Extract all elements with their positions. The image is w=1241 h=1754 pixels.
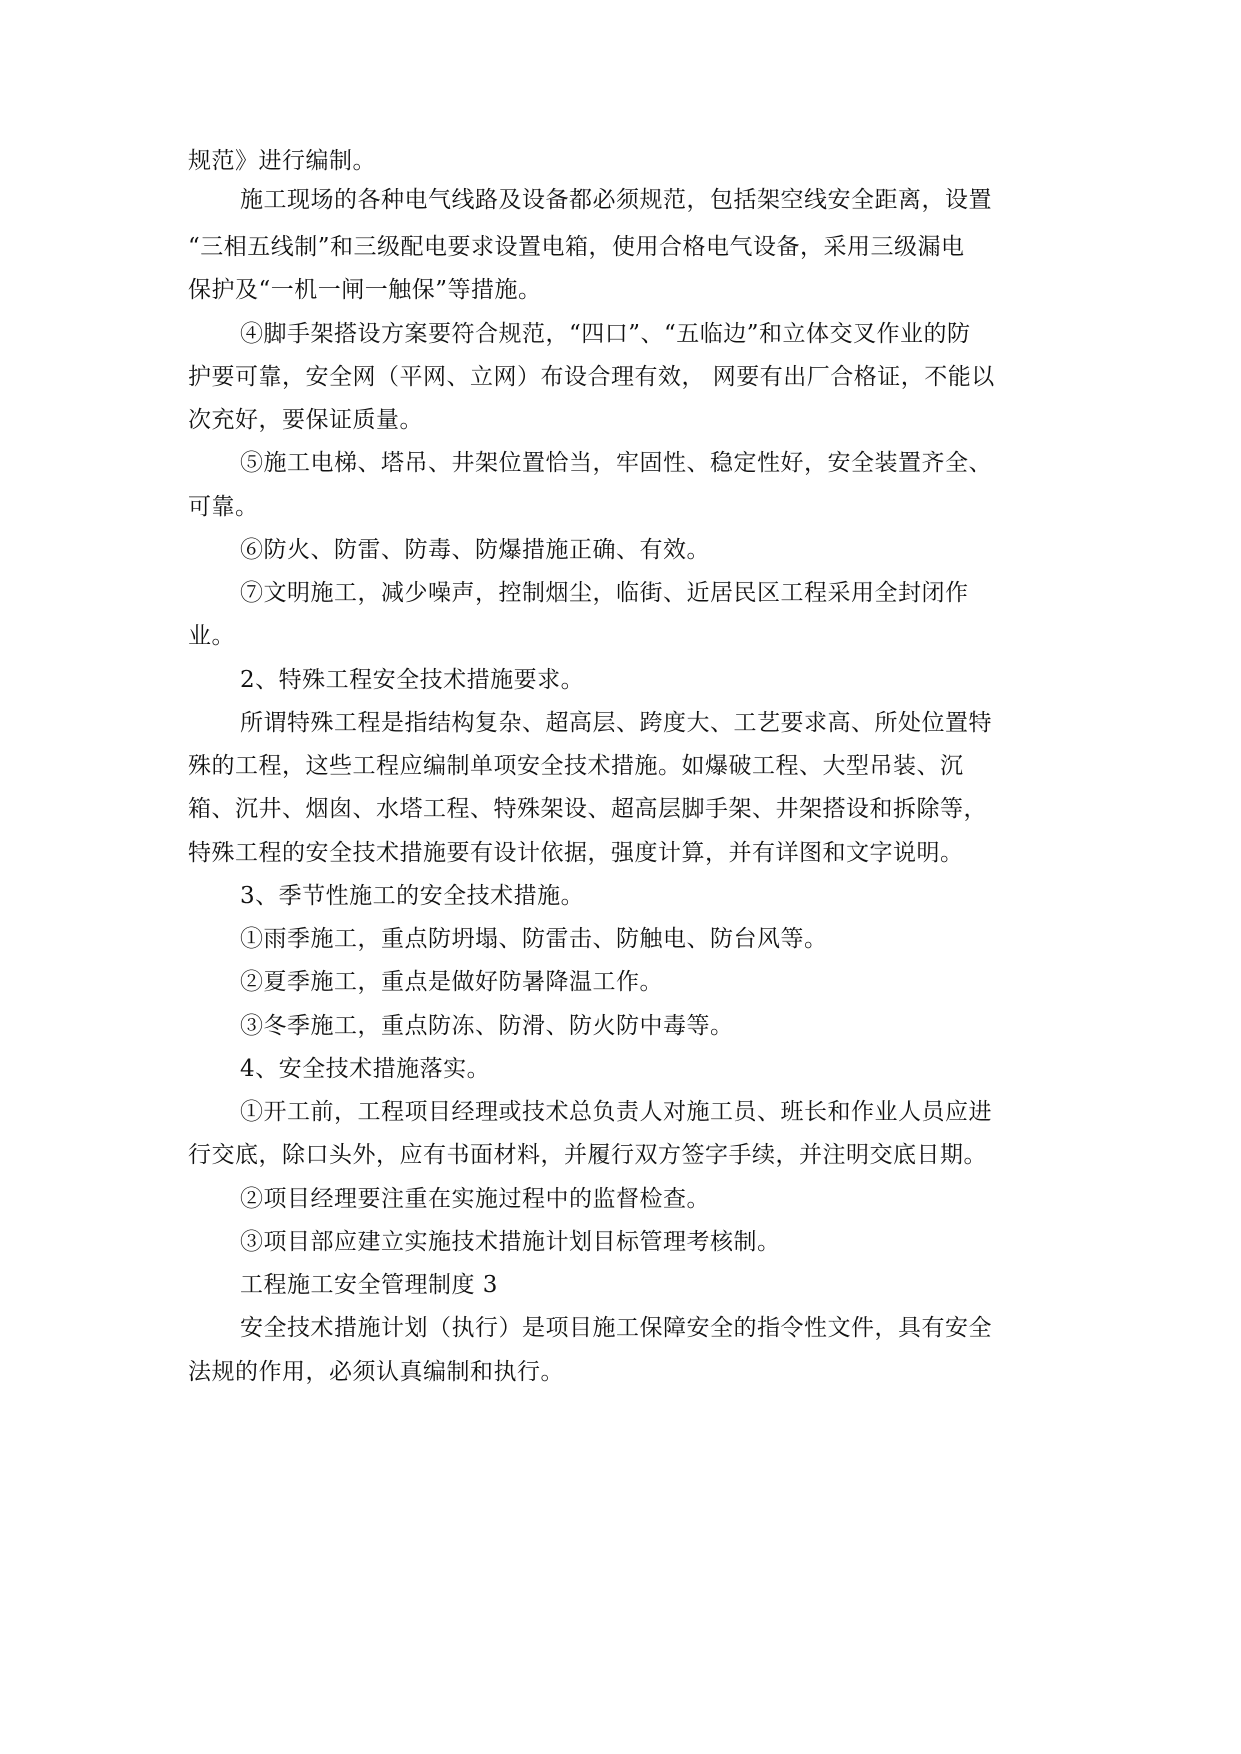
section-heading: 3、季节性施工的安全技术措施。: [240, 883, 585, 909]
text-line: ⑥防火、防雷、防毒、防爆措施正确、有效。: [240, 537, 710, 563]
text-line: 安全技术措施计划（执行）是项目施工保障安全的指令性文件，具有安全: [240, 1315, 992, 1341]
section-heading: 4、安全技术措施落实。: [240, 1056, 491, 1082]
text-line: 规范》进行编制。: [188, 148, 376, 174]
text-line: ④脚手架搭设方案要符合规范，“四口”、“五临边”和立体交叉作业的防: [240, 321, 971, 347]
text-line: “三相五线制”和三级配电要求设置电箱，使用合格电气设备，采用三级漏电: [188, 234, 965, 260]
text-line: 施工现场的各种电气线路及设备都必须规范，包括架空线安全距离，设置: [240, 187, 992, 213]
text-line: 殊的工程，这些工程应编制单项安全技术措施。如爆破工程、大型吊装、沉: [188, 753, 964, 779]
text-line: ⑦文明施工，减少噪声，控制烟尘，临街、近居民区工程采用全封闭作: [240, 580, 969, 606]
text-line: 箱、沉井、烟囱、水塔工程、特殊架设、超高层脚手架、井架搭设和拆除等，: [188, 796, 987, 822]
text-line: 所谓特殊工程是指结构复杂、超高层、跨度大、工艺要求高、所处位置特: [240, 710, 992, 736]
section-heading: 2、特殊工程安全技术措施要求。: [240, 667, 585, 693]
text-line: 行交底，除口头外，应有书面材料，并履行双方签字手续，并注明交底日期。: [188, 1142, 987, 1168]
text-line: ①雨季施工，重点防坍塌、防雷击、防触电、防台风等。: [240, 926, 828, 952]
text-line: 法规的作用，必须认真编制和执行。: [188, 1359, 564, 1385]
text-line: ②夏季施工，重点是做好防暑降温工作。: [240, 969, 663, 995]
text-line: ③冬季施工，重点防冻、防滑、防火防中毒等。: [240, 1013, 734, 1039]
text-line: ③项目部应建立实施技术措施计划目标管理考核制。: [240, 1229, 781, 1255]
text-line: 业。: [188, 623, 235, 649]
text-line: ②项目经理要注重在实施过程中的监督检查。: [240, 1186, 710, 1212]
text-line: ⑤施工电梯、塔吊、井架位置恰当，牢固性、稳定性好，安全装置齐全、: [240, 450, 992, 476]
text-line: 次充好，要保证质量。: [188, 407, 423, 433]
section-title: 工程施工安全管理制度 3: [240, 1272, 498, 1298]
text-line: 可靠。: [188, 494, 259, 520]
text-line: ①开工前，工程项目经理或技术总负责人对施工员、班长和作业人员应进: [240, 1099, 992, 1125]
text-line: 特殊工程的安全技术措施要有设计依据，强度计算，并有详图和文字说明。: [188, 840, 964, 866]
text-line: 保护及“一机一闸一触保”等措施。: [188, 277, 542, 303]
text-line: 护要可靠，安全网（平网、立网）布设合理有效， 网要有出厂合格证，不能以: [188, 364, 995, 390]
